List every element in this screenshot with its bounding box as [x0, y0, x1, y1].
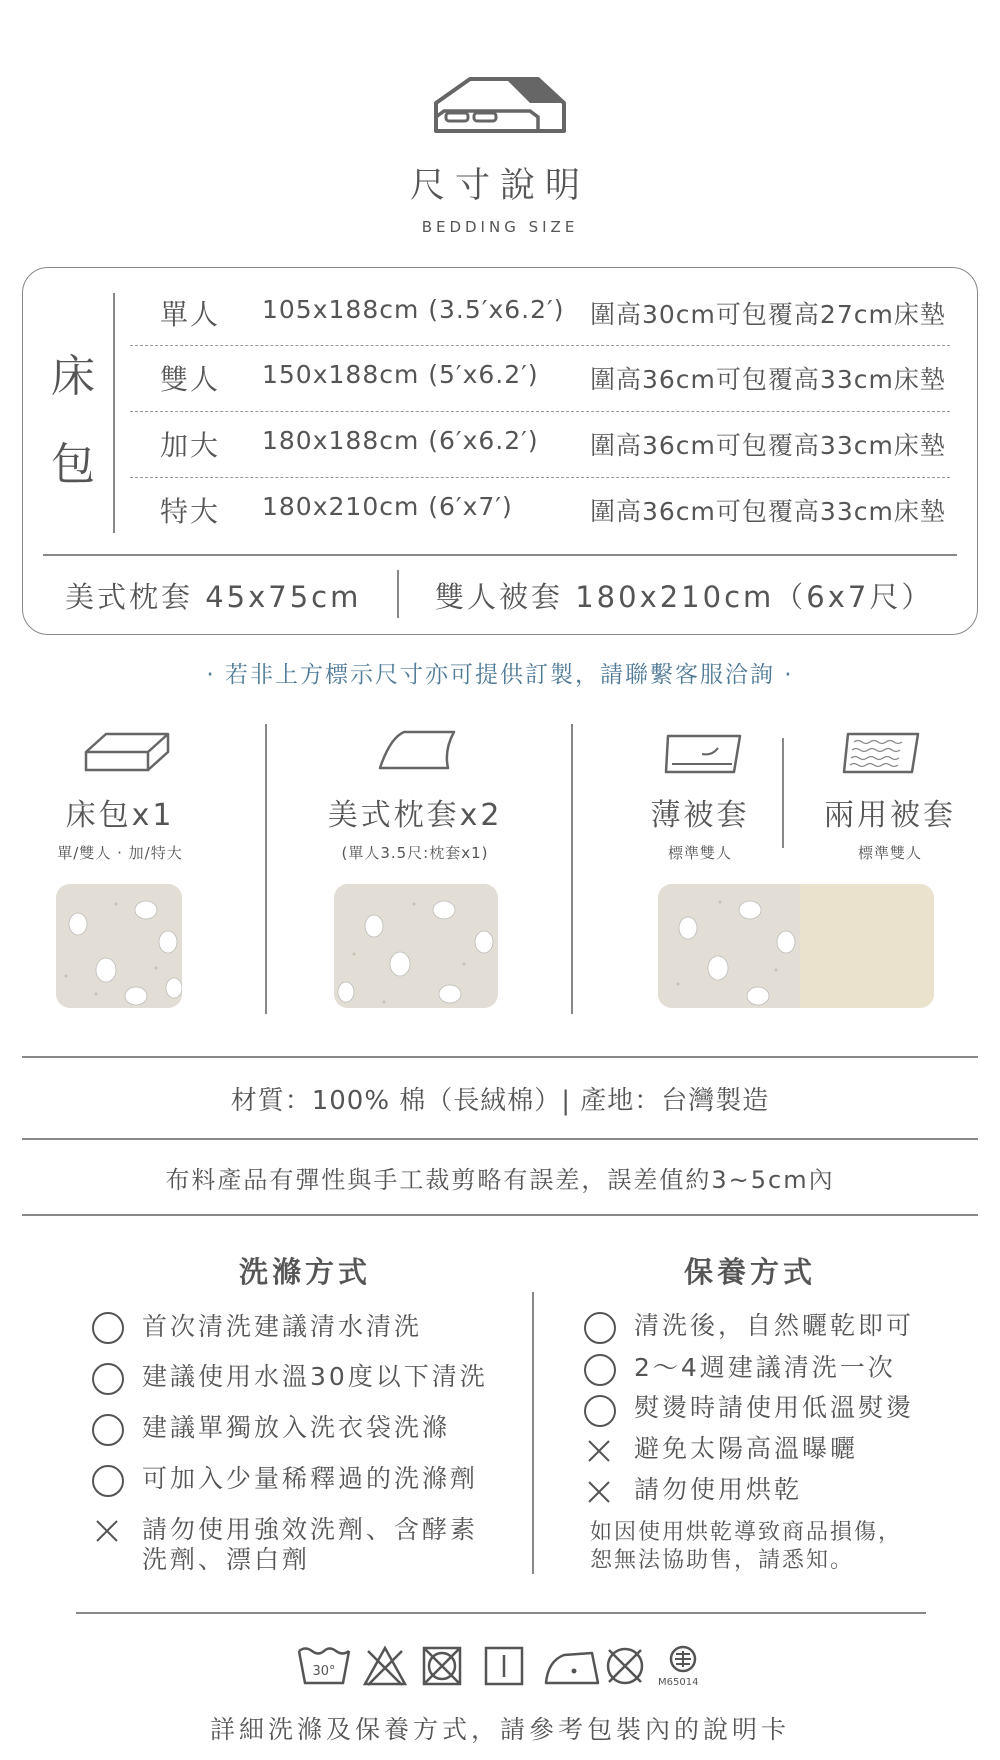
duvet-size: 雙人被套 180x210cm（6x7尺）	[435, 580, 934, 614]
size-row-note: 圍高36cm可包覆高33cm床墊	[590, 497, 946, 526]
wash-item: 首次清洗建議清水清洗	[142, 1312, 423, 1341]
fabric-swatch-duvet	[658, 884, 934, 1008]
wash-title: 洗滌方式	[238, 1255, 371, 1289]
column-divider	[532, 1292, 534, 1574]
page-subtitle: BEDDING SIZE	[421, 218, 579, 236]
section-divider	[22, 1138, 978, 1140]
no-tumble-dry-icon	[421, 1645, 463, 1687]
wash-temp-label: 30°	[312, 1664, 336, 1679]
size-row-dimension: 180x188cm (6′x6.2′)	[262, 426, 539, 455]
size-row-note: 圍高30cm可包覆高27cm床墊	[590, 300, 946, 329]
wash-30-icon	[296, 1645, 352, 1687]
size-row-dimension: 105x188cm (3.5′x6.2′)	[262, 295, 565, 324]
product-sub-quilt-duvet: 標準雙人	[857, 844, 922, 862]
bed-label-char-2: 包	[51, 439, 95, 490]
fitted-sheet-icon	[82, 728, 172, 778]
size-row-note: 圍高36cm可包覆高33cm床墊	[590, 431, 946, 460]
thin-duvet-icon	[662, 730, 744, 778]
certification-mark-icon	[660, 1645, 706, 1675]
cross-no-icon	[94, 1518, 120, 1544]
circle-ok-icon	[92, 1363, 124, 1395]
size-row-name: 加大	[160, 429, 221, 462]
circle-ok-icon	[92, 1414, 124, 1446]
wash-item: 可加入少量稀釋過的洗滌劑	[142, 1464, 479, 1493]
wash-item-continued: 洗劑、漂白劑	[142, 1545, 311, 1574]
product-sub-pillowcase: (單人3.5尺:枕套x1)	[341, 844, 489, 862]
row-divider	[130, 477, 950, 478]
material-info: 材質：100% 棉（長絨棉）| 產地：台灣製造	[230, 1086, 770, 1116]
wash-item: 建議單獨放入洗衣袋洗滌	[142, 1413, 451, 1442]
product-name-fitted-sheet: 床包x1	[65, 798, 175, 833]
care-item: 2～4週建議清洗一次	[634, 1353, 896, 1382]
custom-size-notice: · 若非上方標示尺寸亦可提供訂製，請聯繫客服洽詢 ·	[206, 662, 794, 688]
fabric-swatch-pillowcase	[334, 884, 498, 1008]
size-row-dimension: 150x188cm (5′x6.2′)	[262, 360, 539, 389]
size-row-name: 特大	[160, 495, 221, 528]
care-title: 保養方式	[683, 1255, 816, 1289]
row-divider	[130, 411, 950, 412]
cross-no-icon	[586, 1438, 612, 1464]
house-icon	[430, 75, 570, 137]
product-name-quilt-duvet: 兩用被套	[824, 798, 956, 833]
iron-low-icon	[542, 1645, 602, 1687]
no-bleach-icon	[362, 1645, 408, 1687]
care-item: 熨燙時請使用低溫熨燙	[634, 1393, 915, 1422]
fabric-swatch-fitted-sheet	[56, 884, 182, 1008]
product-sub-thin-duvet: 標準雙人	[667, 844, 732, 862]
circle-ok-icon	[584, 1312, 616, 1344]
product-divider	[265, 724, 267, 1014]
section-divider	[22, 1056, 978, 1058]
row-divider	[130, 345, 950, 346]
circle-ok-icon	[92, 1312, 124, 1344]
bottom-divider	[397, 570, 399, 618]
tolerance-info: 布料產品有彈性與手工裁剪略有誤差，誤差值約3~5cm內	[165, 1166, 835, 1194]
size-row-note: 圍高36cm可包覆高33cm床墊	[590, 365, 946, 394]
line-dry-icon	[483, 1645, 525, 1687]
product-sub-fitted-sheet: 單/雙人 · 加/特大	[57, 844, 183, 862]
circle-ok-icon	[584, 1354, 616, 1386]
pillowcase-icon	[374, 728, 460, 774]
product-name-thin-duvet: 薄被套	[650, 798, 750, 833]
pillow-size: 美式枕套 45x75cm	[65, 580, 362, 614]
bed-label-divider	[113, 293, 115, 533]
duvet-divider	[782, 738, 784, 848]
page-title: 尺寸說明	[409, 166, 590, 206]
section-divider	[22, 1214, 978, 1216]
quilt-duvet-icon	[840, 730, 922, 778]
bed-label-char-1: 床	[51, 351, 95, 402]
care-item: 清洗後，自然曬乾即可	[634, 1311, 915, 1340]
wash-item: 建議使用水溫30度以下清洗	[142, 1362, 488, 1391]
no-dry-clean-icon	[604, 1645, 646, 1687]
size-row-name: 單人	[160, 298, 221, 331]
product-divider	[571, 724, 573, 1014]
care-item: 請勿使用烘乾	[634, 1475, 803, 1504]
table-divider	[43, 554, 957, 556]
care-item: 避免太陽高溫曝曬	[634, 1434, 859, 1463]
certification-code: M65014	[658, 1677, 699, 1688]
section-divider	[76, 1612, 926, 1614]
wash-item: 請勿使用強效洗劑、含酵素	[142, 1515, 479, 1544]
circle-ok-icon	[92, 1465, 124, 1497]
care-note-line-1: 如因使用烘乾導致商品損傷，	[590, 1520, 903, 1545]
circle-ok-icon	[584, 1395, 616, 1427]
product-name-pillowcase: 美式枕套x2	[327, 798, 503, 833]
cross-no-icon	[586, 1479, 612, 1505]
care-note-line-2: 恕無法協助售，請悉知。	[590, 1548, 855, 1573]
size-row-name: 雙人	[160, 363, 221, 396]
footer-note: 詳細洗滌及保養方式，請參考包裝內的說明卡	[209, 1715, 790, 1744]
size-row-dimension: 180x210cm (6′x7′)	[262, 492, 513, 521]
